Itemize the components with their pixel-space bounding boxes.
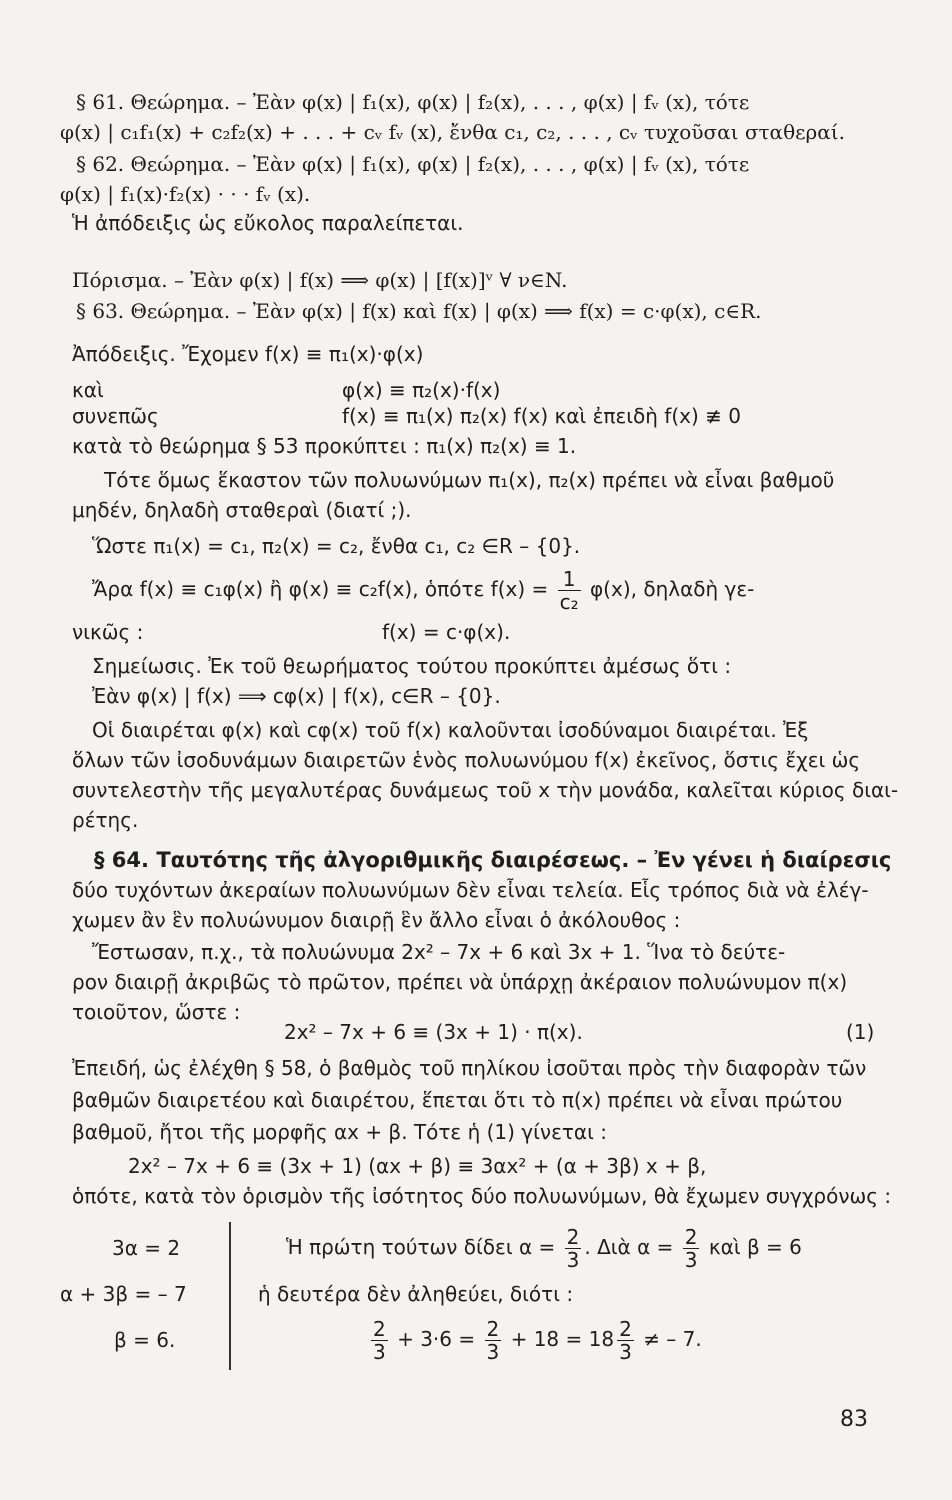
- proof-line-8-b: φ(x), δηλαδὴ γε-: [589, 577, 755, 601]
- theorem-62-line-2: φ(x) | f₁(x)·f₂(x) · · · fᵥ (x).: [60, 182, 311, 206]
- fraction-two-thirds-e: [617, 1318, 634, 1363]
- remark-1-c: καὶ β = 6: [708, 1235, 802, 1259]
- proof-line-9-eq: f(x) = c·φ(x).: [382, 620, 511, 644]
- fraction-1-over-c2: [558, 568, 581, 613]
- system-remark-2: ἡ δευτέρα δὲν ἀληθεύει, διότι :: [258, 1282, 574, 1306]
- system-divider: [229, 1222, 231, 1370]
- fraction-numerator: 2: [373, 1317, 386, 1341]
- equation-expanded: 2x² – 7x + 6 ≡ (3x + 1) (αx + β) ≡ 3αx² + (α + 3β) x + β,: [128, 1154, 707, 1178]
- proof-line-6: μηδέν, δηλαδὴ σταθεραὶ (διατί ;).: [72, 498, 412, 522]
- system-eq-3: β = 6.: [114, 1328, 176, 1352]
- remark-1-b: . Διὰ α =: [584, 1235, 674, 1259]
- fraction-numerator: 2: [486, 1317, 500, 1341]
- section-64-heading: § 64. Ταυτότης τῆς ἀλγοριθμικῆς διαιρέσεως. – Ἐν γένει ἡ διαίρεσις: [94, 848, 892, 872]
- corollary-text: Πόρισμα. – Ἐὰν φ(x) | f(x) ⟹ φ(x) | [f(x)]ᵛ ∀ ν∈N.: [72, 268, 568, 292]
- section-64-line-2: δύο τυχόντων ἀκεραίων πολυωνύμων δὲν εἶναι τελεία. Εἷς τρόπος διὰ νὰ ἐλέγ-: [72, 878, 869, 902]
- proof-line-1: Ἀπόδειξις. Ἔχομεν f(x) ≡ π₁(x)·φ(x): [72, 342, 424, 366]
- proof-line-2-label: καὶ: [72, 378, 104, 402]
- fraction-numerator: 2: [684, 1225, 698, 1249]
- proof-line-3-eq: f(x) ≡ π₁(x) π₂(x) f(x) καὶ ἐπειδὴ f(x) ≢ 0: [342, 404, 741, 428]
- fraction-two-thirds-b: [683, 1226, 700, 1271]
- section-64-line-5: ρον διαιρῇ ἀκριβῶς τὸ πρῶτον, πρέπει νὰ ὑπάρχῃ ἀκέραιον πολυώνυμον π(x): [72, 970, 848, 994]
- fraction-numerator: 1: [558, 568, 581, 591]
- proof-line-4: κατὰ τὸ θεώρημα § 53 προκύπτει : π₁(x) π₂(x) ≡ 1.: [72, 434, 577, 458]
- system-eq-2: α + 3β = – 7: [60, 1282, 187, 1306]
- remark-line-1: Σημείωσις. Ἐκ τοῦ θεωρήματος τούτου προκύπτει ἀμέσως ὅτι :: [92, 654, 732, 678]
- theorem-61-line-1: [76, 88, 886, 116]
- fraction-numerator: 2: [619, 1317, 632, 1341]
- remark-line-5: συντελεστὴν τῆς μεγαλυτέρας δυνάμεως τοῦ x τὴν μονάδα, καλεῖται κύριος διαι-: [72, 778, 899, 802]
- section-64-line-8: Ἐπειδή, ὡς ἐλέχθη § 58, ὁ βαθμὸς τοῦ πηλίκου ἰσοῦται πρὸς τὴν διαφορὰν τῶν: [72, 1056, 867, 1080]
- section-64-line-9: βαθμῶν διαιρετέου καὶ διαιρέτου, ἕπεται ὅτι τὸ π(x) πρέπει νὰ εἶναι πρώτου: [72, 1088, 843, 1112]
- proof-omitted: Ἡ ἀπόδειξις ὡς εὔκολος παραλείπεται.: [72, 211, 464, 235]
- section-64-line-10: βαθμοῦ, ἤτοι τῆς μορφῆς αx + β. Τότε ἡ (1) γίνεται :: [72, 1120, 607, 1144]
- system-remark-3: [368, 1318, 702, 1363]
- fraction-denominator: 3: [566, 1248, 580, 1272]
- section-64-line-4: Ἔστωσαν, π.χ., τὰ πολυώνυμα 2x² – 7x + 6 καὶ 3x + 1. Ἵνα τὸ δεύτε-: [92, 940, 786, 964]
- fraction-numerator: 2: [566, 1225, 580, 1249]
- remark-line-2: Ἐὰν φ(x) | f(x) ⟹ cφ(x) | f(x), c∈R – {0}.: [92, 684, 501, 708]
- remark-1-a: Ἡ πρώτη τούτων δίδει α =: [286, 1235, 556, 1259]
- page-number: 83: [840, 1407, 868, 1432]
- remark-line-4: ὅλων τῶν ἰσοδυνάμων διαιρετῶν ἑνὸς πολυωνύμου f(x) ἐκεῖνος, ὅστις ἔχει ὡς: [72, 748, 861, 772]
- fraction-denominator: 3: [373, 1340, 386, 1364]
- remark-line-6: ρέτης.: [72, 808, 139, 832]
- proof-line-5: Τότε ὅμως ἕκαστον τῶν πολυωνύμων π₁(x), π₂(x) πρέπει νὰ εἶναι βαθμοῦ: [104, 468, 835, 492]
- fraction-denominator: 3: [684, 1248, 698, 1272]
- fraction-two-thirds-d: [485, 1318, 502, 1363]
- remark-line-3: Οἱ διαιρέται φ(x) καὶ cφ(x) τοῦ f(x) καλοῦνται ἰσοδύναμοι διαιρέται. Ἐξ: [92, 718, 809, 742]
- fraction-two-thirds-c: [371, 1318, 388, 1363]
- corollary: [72, 266, 882, 294]
- fraction-two-thirds-a: [565, 1226, 582, 1271]
- theorem-61-line-2: φ(x) | c₁f₁(x) + c₂f₂(x) + . . . + cᵥ fᵥ (x), ἔνθα c₁, c₂, . . . , cᵥ τυχοῦσαι σταθεραί.: [60, 120, 845, 144]
- fraction-denominator: 3: [486, 1340, 500, 1364]
- proof-line-3-label: συνεπῶς: [72, 404, 159, 428]
- theorem-61-text: § 61. Θεώρημα. – Ἐὰν φ(x) | f₁(x), φ(x) | f₂(x), . . . , φ(x) | fᵥ (x), τότε: [76, 90, 750, 114]
- proof-line-8-a: Ἄρα f(x) ≡ c₁φ(x) ἢ φ(x) ≡ c₂f(x), ὁπότε f(x) =: [92, 577, 549, 601]
- remark-3-a: + 3·6 =: [397, 1327, 476, 1351]
- theorem-63: § 63. Θεώρημα. – Ἐὰν φ(x) | f(x) καὶ f(x) | φ(x) ⟹ f(x) = c·φ(x), c∈R.: [76, 299, 762, 323]
- remark-3-b: + 18 = 18: [510, 1327, 615, 1351]
- equation-1-number: (1): [846, 1020, 875, 1044]
- fraction-denominator: c₂: [559, 590, 579, 614]
- system-eq-1: 3α = 2: [112, 1236, 181, 1260]
- proof-line-8: [92, 568, 902, 613]
- theorem-62-line-1: § 62. Θεώρημα. – Ἐὰν φ(x) | f₁(x), φ(x) | f₂(x), . . . , φ(x) | fᵥ (x), τότε: [76, 152, 750, 176]
- proof-line-2-eq: φ(x) ≡ π₂(x)·f(x): [342, 378, 501, 402]
- equation-1: 2x² – 7x + 6 ≡ (3x + 1) · π(x).: [284, 1020, 583, 1044]
- section-64-line-12: ὁπότε, κατὰ τὸν ὁρισμὸν τῆς ἰσότητος δύο πολυωνύμων, θὰ ἔχωμεν συγχρόνως :: [72, 1184, 892, 1208]
- proof-line-9-label: νικῶς :: [72, 620, 144, 644]
- fraction-denominator: 3: [619, 1340, 632, 1364]
- system-remark-1: [286, 1226, 802, 1271]
- section-64-line-3: χωμεν ἂν ἓν πολυώνυμον διαιρῇ ἓν ἄλλο εἶναι ὁ ἀκόλουθος :: [72, 908, 681, 932]
- remark-3-c: ≠ – 7.: [643, 1327, 702, 1351]
- proof-line-7: Ὥστε π₁(x) = c₁, π₂(x) = c₂, ἔνθα c₁, c₂ ∈R – {0}.: [92, 534, 581, 558]
- section-64-line-6: τοιοῦτον, ὥστε :: [72, 1000, 241, 1024]
